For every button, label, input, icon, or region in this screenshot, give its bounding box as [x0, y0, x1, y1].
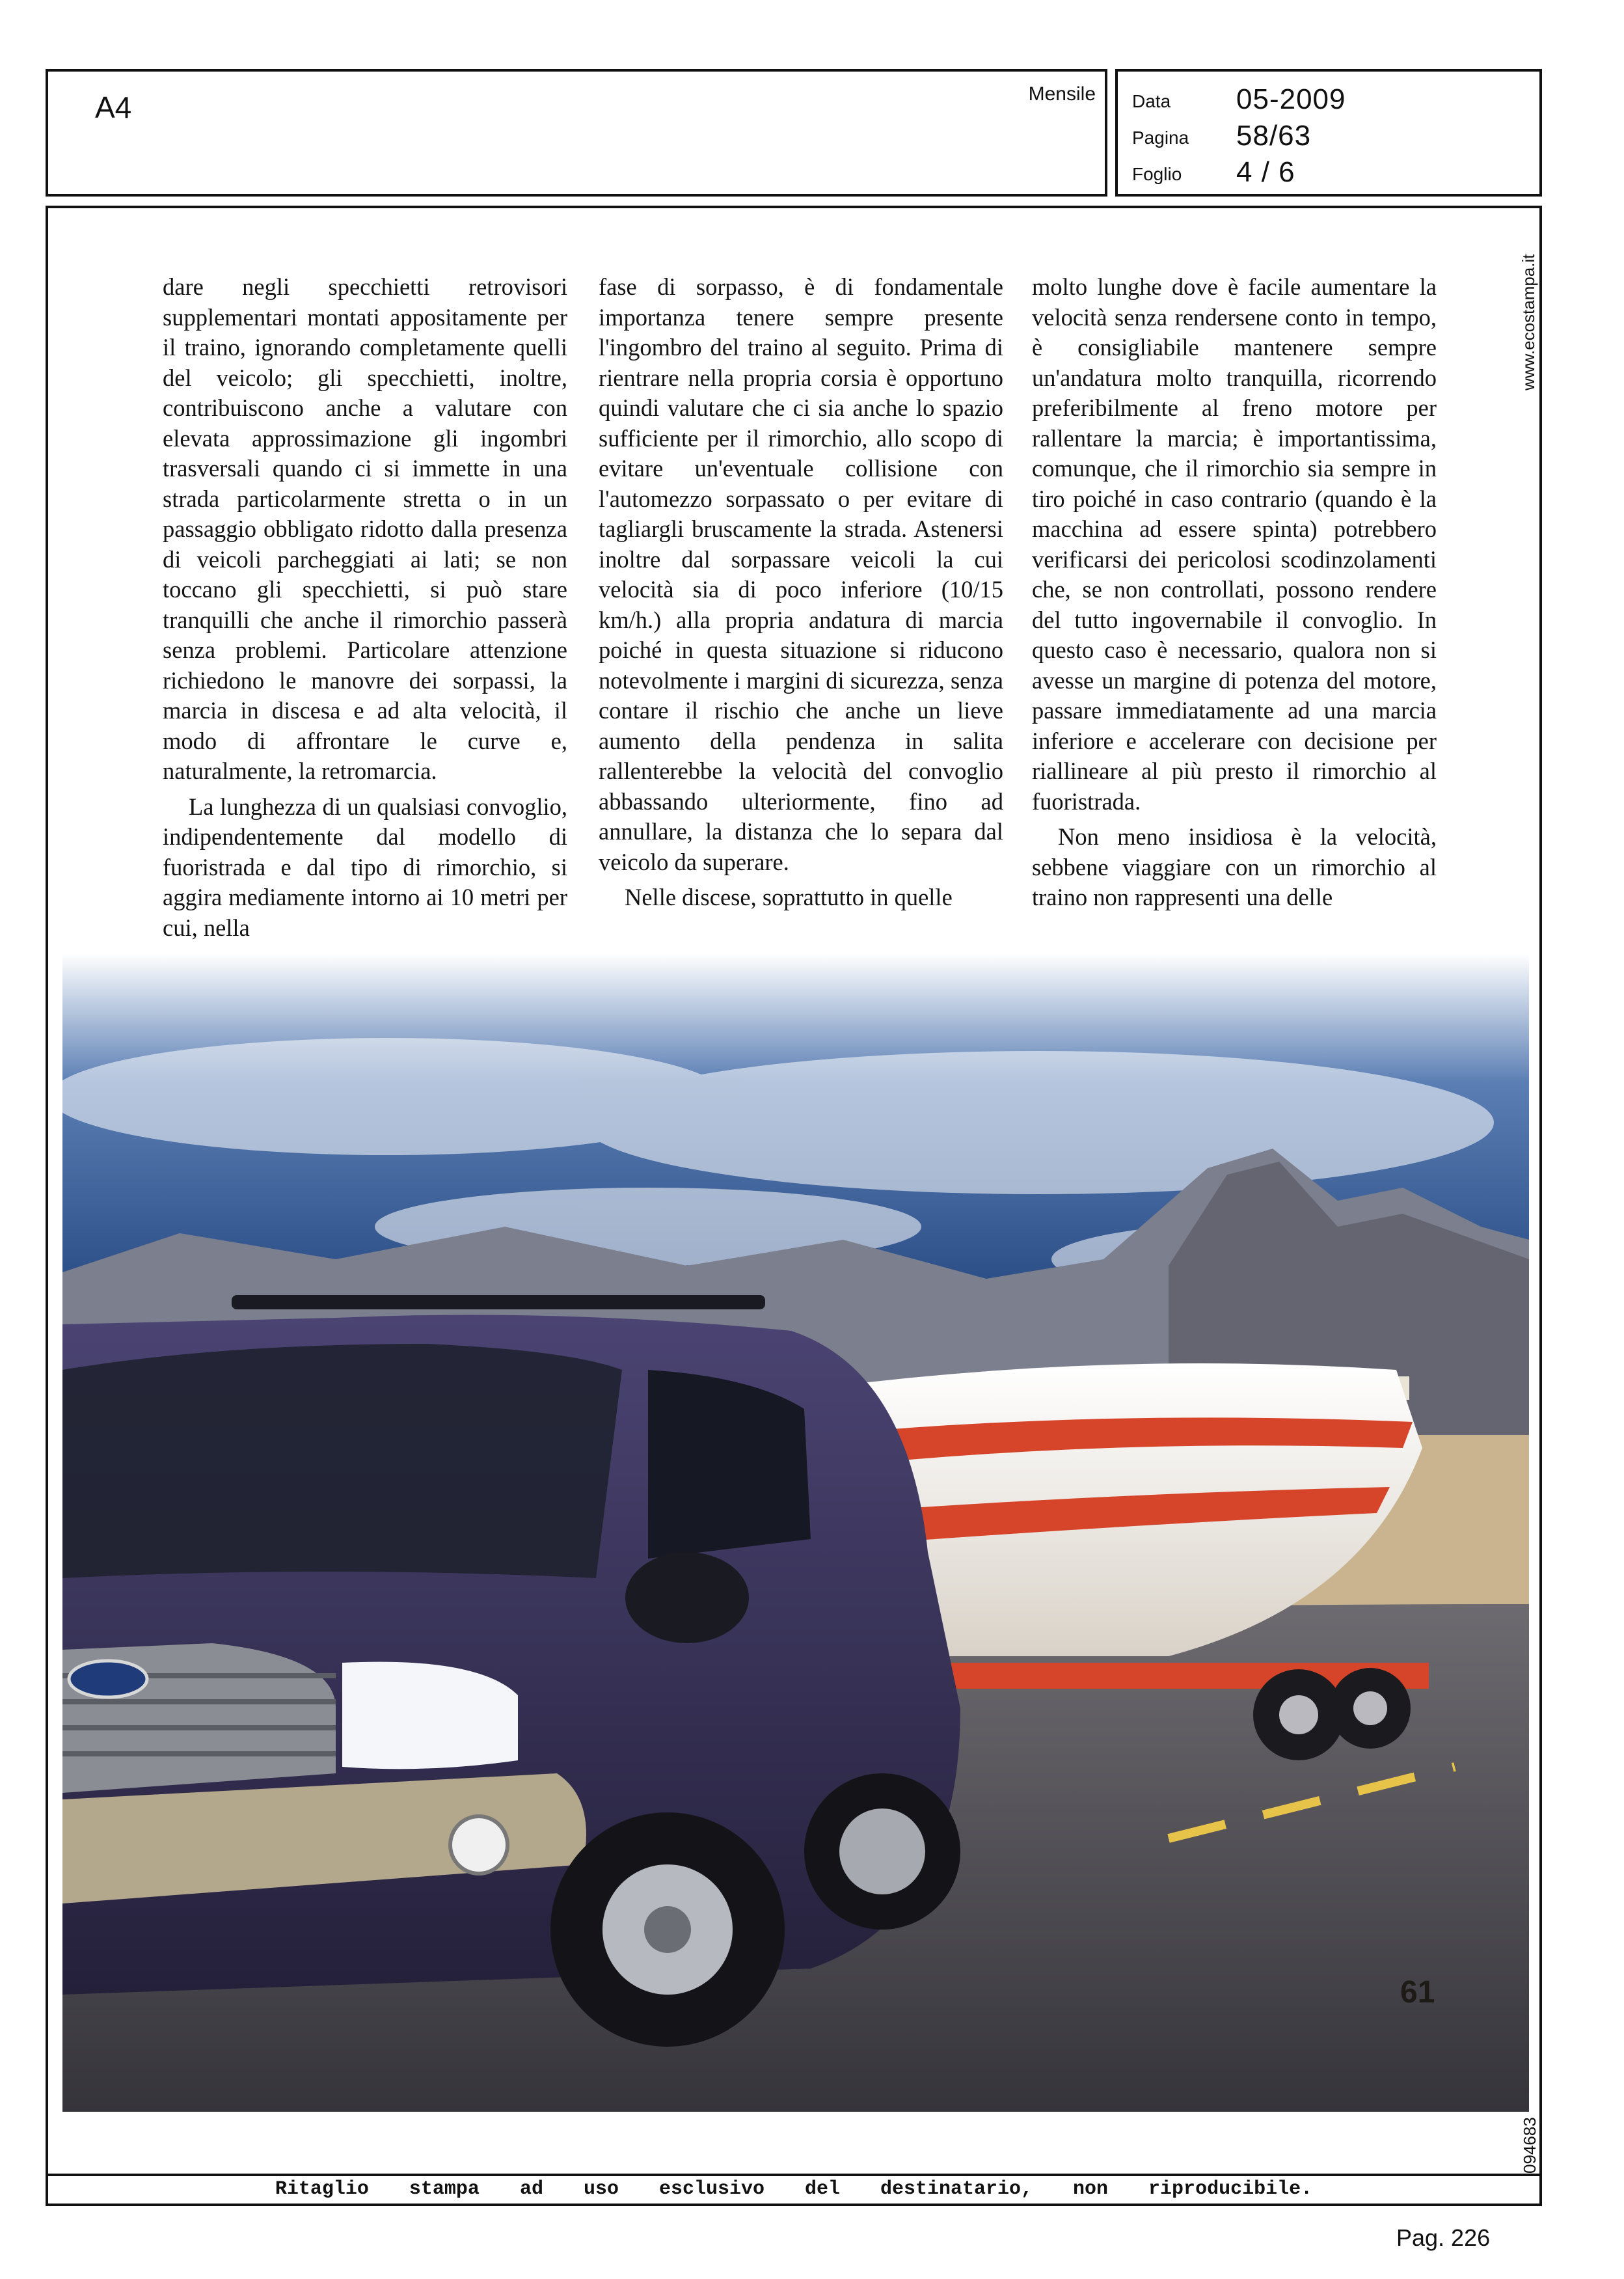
footer-page-number: Pag. 226: [1396, 2224, 1491, 2251]
date-label: Data: [1132, 91, 1171, 111]
col2-paragraph-2: Nelle discese, soprattutto in quelle: [625, 884, 953, 910]
header-publication-box: [46, 69, 1107, 197]
magazine-page-number: 61: [1400, 1975, 1435, 2010]
col1-paragraph-2: La lunghezza di un qualsiasi convoglio, indipendentemente dal modello di fuoristrada e dal tipo di rimorchio, si aggira mediamente intorno ai 10 metri per cui, nella: [163, 793, 567, 941]
publication-code: A4: [95, 90, 132, 124]
col3-paragraph-2: Non meno insidiosa è la velocità, sebbene viaggiare con un rimorchio al traino non rappresenti una delle: [1032, 823, 1437, 910]
clipping-code: 094683: [1520, 2117, 1539, 2174]
date-value: 05-2009: [1236, 83, 1346, 115]
col1-paragraph-1: dare negli specchietti retrovisori supplementari montati appositamente per il traino, ignorando completamente quelli del veicolo; gli specchietti, inoltre, contribuiscono anche a valutare con elevata approssimazione gli ingombri trasversali quando ci si immette in una strada particolarmente stretta o in un passaggio obbligato ridotto dalla presenza di veicoli parcheggiati ai lati; se non toccano gli specchietti, si può stare tranquilli che anche il rimorchio passerà senza problemi. Particolare attenzione richiedono le manovre dei sorpassi, la marcia in discesa e ad alta velocità, il modo di affrontare le curve e, naturalmente, la retromarcia.: [163, 273, 567, 784]
disclaimer: Ritaglio stampa ad uso esclusivo del destinatario, non riproducibile.: [46, 2176, 1542, 2206]
sheet-value: 4 / 6: [1236, 156, 1295, 188]
article-photo: [62, 953, 1529, 2112]
suv-towing-boat-illustration: [62, 953, 1529, 2112]
ecostampa-url: www.ecostampa.it: [1519, 254, 1538, 390]
frequency-label: Mensile: [1028, 83, 1096, 105]
col3-paragraph-1: molto lunghe dove è facile aumentare la velocità senza rendersene conto in tempo, è consigliabile mantenere sempre un'andatura molto tranquilla, ricorrendo preferibilmente al freno motore per rallentare la marcia; è importantissima, comunque, che il rimorchio sia sempre in tiro poiché in caso contrario (quando è la macchina ad essere spinta) potrebbero verificarsi dei pericolosi scodinzolamenti che, se non controllati, possono rendere del tutto ingovernabile il convoglio. In questo caso è necessario, qualora non si avesse un margine di potenza del motore, passare immediatamente ad una marcia inferiore e accelerare con decisione per riallineare al più presto il rimorchio al fuoristrada.: [1032, 273, 1437, 815]
sheet-label: Foglio: [1132, 164, 1182, 184]
meta-row-sheet: [1132, 152, 1522, 189]
page-value: 58/63: [1236, 120, 1312, 152]
header-meta-box: [1115, 69, 1542, 197]
col2-paragraph-1: fase di sorpasso, è di fondamentale importanza tenere sempre presente l'ingombro del traino al seguito. Prima di rientrare nella propria corsia è opportuno quindi valutare che ci sia anche lo spazio sufficiente per il rimorchio, allo scopo di evitare un'eventuale collisione con l'automezzo sorpassato o per evitare di tagliargli bruscamente la strada. Astenersi inoltre dal sorpassare veicoli la cui velocità sia di poco inferiore (10/15 km/h.) alla propria andatura di marcia poiché in questa situazione si riducono notevolmente i margini di sicurezza, senza contare il rischio che anche un lieve aumento della pendenza in salita rallenterebbe la velocità del convoglio abbassando ulteriormente, fino ad annullare, la distanza che lo separa dal veicolo da superare.: [599, 273, 1003, 875]
page-label: Pagina: [1132, 128, 1189, 148]
meta-row-date: [1132, 79, 1522, 116]
article-column-1: [163, 272, 567, 943]
suv: [62, 1295, 960, 2047]
article-column-2: [599, 272, 1003, 913]
meta-row-page: [1132, 116, 1522, 152]
article-column-3: [1032, 272, 1437, 913]
